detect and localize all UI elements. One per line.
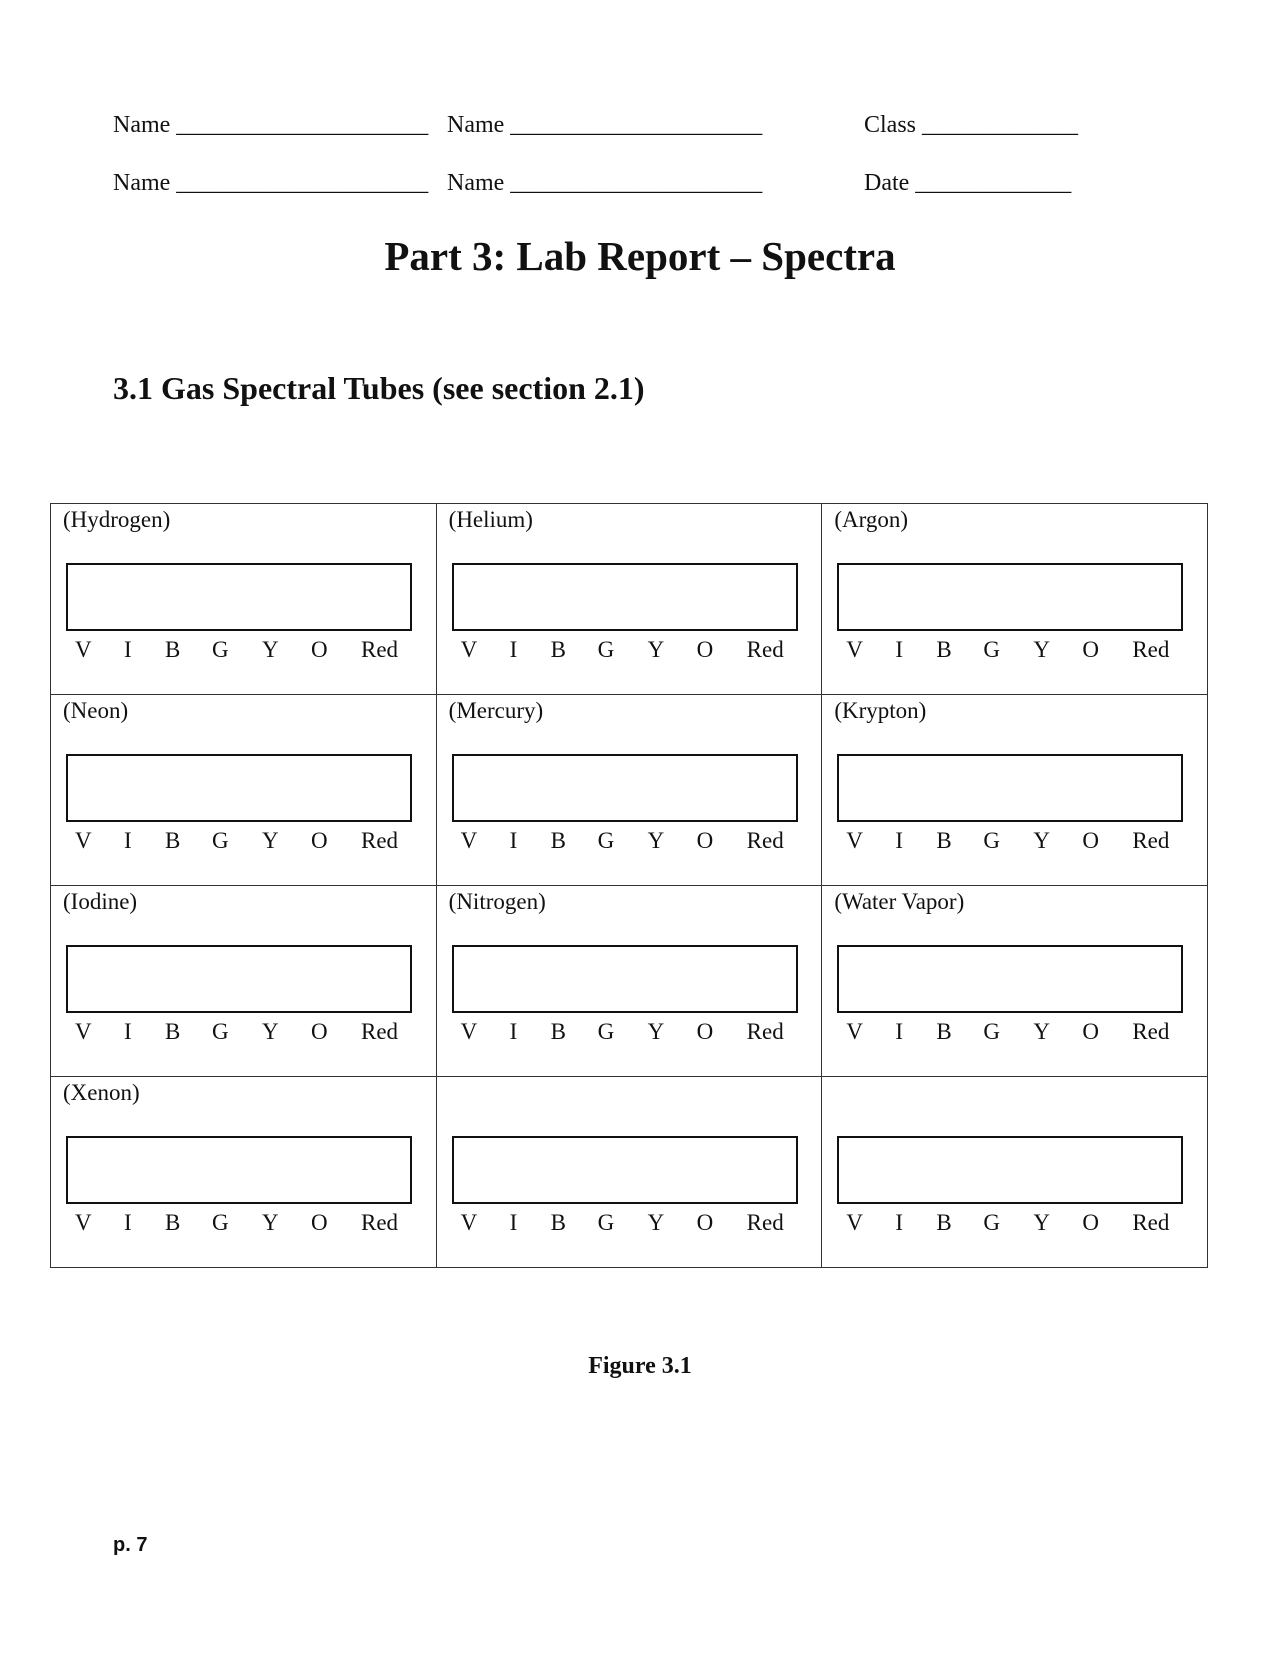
scale-label-blue: B: [165, 637, 181, 662]
scale-label-red: Red: [1132, 637, 1170, 662]
date-field[interactable]: Date _____________: [864, 170, 1072, 196]
spectrum-drawing-box[interactable]: [452, 945, 798, 1013]
scale-label-indigo: I: [509, 828, 518, 853]
scale-label-blue: B: [550, 828, 566, 853]
scale-label-red: Red: [1132, 1019, 1170, 1044]
gas-cell-helium: [436, 504, 822, 695]
gas-label: (Hydrogen): [63, 507, 171, 532]
scale-label-green: G: [212, 637, 229, 662]
scale-label-green: G: [983, 637, 1000, 662]
gas-cell-nitrogen: [436, 886, 822, 1077]
scale-label-blue: B: [936, 1019, 952, 1044]
grid-row: [51, 695, 1208, 886]
gas-cell-hydrogen: [51, 504, 437, 695]
scale-label-indigo: I: [124, 637, 132, 662]
scale-label-yellow: Y: [262, 1019, 279, 1044]
scale-label-blue: B: [165, 1019, 181, 1044]
scale-label-green: G: [983, 1210, 1000, 1235]
scale-label-orange: O: [311, 1210, 328, 1235]
spectrum-drawing-box[interactable]: [452, 1136, 798, 1204]
grid-row: [51, 886, 1208, 1077]
scale-label-red: Red: [361, 1019, 399, 1044]
gas-cell-iodine: [51, 886, 437, 1077]
spectrum-drawing-box[interactable]: [837, 945, 1183, 1013]
scale-label-green: G: [597, 1019, 615, 1044]
scale-label-blue: B: [550, 1210, 566, 1235]
scale-label-indigo: I: [895, 637, 903, 662]
color-scale: [452, 1019, 796, 1047]
scale-label-orange: O: [696, 1210, 714, 1235]
scale-label-violet: V: [846, 1019, 863, 1044]
scale-label-yellow: Y: [647, 637, 665, 662]
scale-label-indigo: I: [895, 1210, 903, 1235]
scale-label-orange: O: [696, 828, 714, 853]
spectra-grid: [50, 503, 1208, 1268]
color-scale: [66, 637, 410, 665]
scale-label-indigo: I: [509, 637, 518, 662]
page-number: p. 7: [113, 1534, 148, 1556]
scale-label-green: G: [597, 828, 615, 853]
scale-label-indigo: I: [509, 1210, 518, 1235]
scale-label-red: Red: [746, 1210, 784, 1235]
scale-label-violet: V: [75, 1019, 92, 1044]
scale-label-orange: O: [1082, 1019, 1099, 1044]
scale-label-yellow: Y: [647, 1019, 665, 1044]
scale-label-green: G: [212, 828, 229, 853]
scale-label-yellow: Y: [647, 1210, 665, 1235]
class-field[interactable]: Class _____________: [864, 112, 1079, 138]
scale-label-green: G: [212, 1019, 229, 1044]
scale-label-yellow: Y: [262, 828, 279, 853]
color-scale: [66, 1210, 410, 1238]
spectrum-drawing-box[interactable]: [66, 945, 412, 1013]
scale-label-red: Red: [1132, 828, 1170, 853]
name-field-3[interactable]: Name _____________________: [113, 170, 429, 196]
scale-label-orange: O: [1082, 637, 1099, 662]
spectrum-drawing-box[interactable]: [837, 563, 1183, 631]
scale-label-orange: O: [1082, 828, 1099, 853]
color-scale: [837, 1210, 1181, 1238]
scale-label-violet: V: [846, 828, 863, 853]
color-scale: [66, 1019, 410, 1047]
scale-label-indigo: I: [895, 1019, 903, 1044]
scale-label-violet: V: [460, 1210, 478, 1235]
scale-label-blue: B: [550, 637, 566, 662]
scale-label-violet: V: [846, 1210, 863, 1235]
color-scale: [452, 1210, 796, 1238]
spectrum-drawing-box[interactable]: [452, 754, 798, 822]
color-scale: [837, 828, 1181, 856]
scale-label-orange: O: [696, 1019, 714, 1044]
gas-cell-mercury: [436, 695, 822, 886]
scale-label-blue: B: [550, 1019, 566, 1044]
scale-label-indigo: I: [895, 828, 903, 853]
name-field-4[interactable]: Name _____________________: [447, 170, 763, 196]
gas-label: (Xenon): [63, 1080, 140, 1105]
grid-row: [51, 504, 1208, 695]
gas-label: (Neon): [63, 698, 129, 723]
gas-cell-blank-1: [436, 1077, 822, 1268]
color-scale: [452, 637, 796, 665]
gas-label: (Water Vapor): [834, 889, 965, 914]
scale-label-green: G: [597, 637, 615, 662]
color-scale: [837, 1019, 1181, 1047]
gas-cell-water-vapor: [822, 886, 1208, 1077]
scale-label-orange: O: [311, 828, 328, 853]
scale-label-blue: B: [165, 1210, 181, 1235]
color-scale: [452, 828, 796, 856]
scale-label-violet: V: [75, 828, 92, 853]
scale-label-red: Red: [746, 637, 784, 662]
scale-label-violet: V: [460, 1019, 478, 1044]
color-scale: [837, 637, 1181, 665]
gas-label: (Mercury): [448, 698, 544, 723]
figure-caption: Figure 3.1: [588, 1353, 692, 1379]
section-heading: 3.1 Gas Spectral Tubes (see section 2.1): [113, 370, 645, 406]
scale-label-violet: V: [460, 828, 478, 853]
gas-cell-argon: [822, 504, 1208, 695]
scale-label-green: G: [597, 1210, 615, 1235]
spectrum-drawing-box[interactable]: [66, 1136, 412, 1204]
spectrum-drawing-box[interactable]: [452, 563, 798, 631]
scale-label-red: Red: [746, 1019, 784, 1044]
scale-label-violet: V: [846, 637, 863, 662]
scale-label-yellow: Y: [1033, 828, 1050, 853]
spectrum-drawing-box[interactable]: [837, 1136, 1183, 1204]
page-title: Part 3: Lab Report – Spectra: [384, 233, 896, 279]
gas-cell-xenon: [51, 1077, 437, 1268]
spectrum-drawing-box[interactable]: [837, 754, 1183, 822]
scale-label-red: Red: [361, 1210, 399, 1235]
grid-row: [51, 1077, 1208, 1268]
scale-label-blue: B: [165, 828, 181, 853]
scale-label-indigo: I: [124, 1019, 132, 1044]
scale-label-red: Red: [361, 637, 399, 662]
scale-label-yellow: Y: [262, 1210, 279, 1235]
scale-label-violet: V: [75, 1210, 92, 1235]
scale-label-violet: V: [75, 637, 92, 662]
scale-label-orange: O: [311, 637, 328, 662]
scale-label-yellow: Y: [1033, 1019, 1050, 1044]
gas-label: (Krypton): [834, 698, 927, 723]
scale-label-red: Red: [361, 828, 399, 853]
gas-label: (Argon): [834, 507, 908, 532]
name-field-2[interactable]: Name _____________________: [447, 112, 763, 138]
scale-label-indigo: I: [124, 1210, 132, 1235]
scale-label-green: G: [983, 1019, 1000, 1044]
scale-label-yellow: Y: [1033, 637, 1050, 662]
color-scale: [66, 828, 410, 856]
gas-label: (Iodine): [63, 889, 138, 914]
scale-label-green: G: [983, 828, 1000, 853]
gas-cell-neon: [51, 695, 437, 886]
scale-label-green: G: [212, 1210, 229, 1235]
gas-label: (Nitrogen): [448, 889, 546, 914]
scale-label-blue: B: [936, 1210, 952, 1235]
scale-label-red: Red: [746, 828, 784, 853]
gas-label: (Helium): [448, 507, 533, 532]
spectrum-drawing-box[interactable]: [66, 754, 412, 822]
scale-label-indigo: I: [124, 828, 132, 853]
name-field-1[interactable]: Name _____________________: [113, 112, 429, 138]
scale-label-orange: O: [1082, 1210, 1099, 1235]
scale-label-orange: O: [696, 637, 714, 662]
scale-label-yellow: Y: [1033, 1210, 1050, 1235]
gas-cell-krypton: [822, 695, 1208, 886]
scale-label-orange: O: [311, 1019, 328, 1044]
scale-label-blue: B: [936, 637, 952, 662]
scale-label-blue: B: [936, 828, 952, 853]
scale-label-indigo: I: [509, 1019, 518, 1044]
gas-cell-blank-2: [822, 1077, 1208, 1268]
scale-label-red: Red: [1132, 1210, 1170, 1235]
scale-label-yellow: Y: [647, 828, 665, 853]
scale-label-violet: V: [460, 637, 478, 662]
scale-label-yellow: Y: [262, 637, 279, 662]
spectrum-drawing-box[interactable]: [66, 563, 412, 631]
